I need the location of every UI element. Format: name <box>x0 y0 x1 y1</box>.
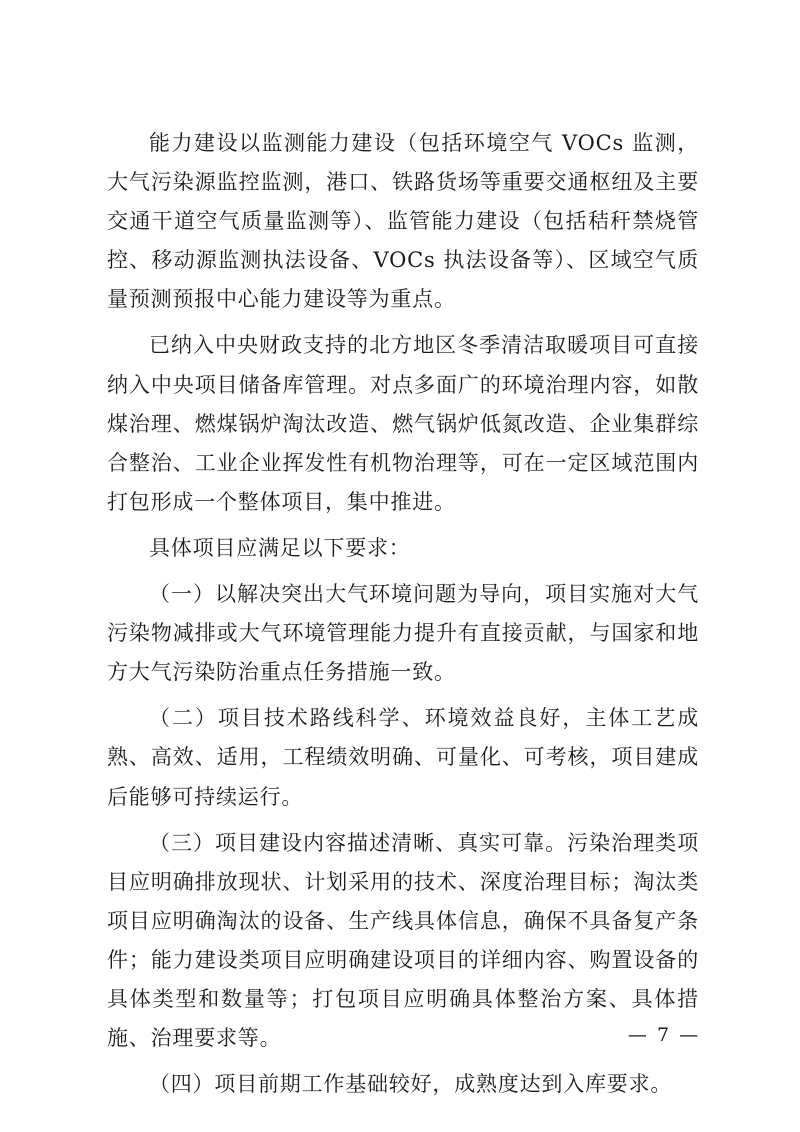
paragraph-requirement-3: （三）项目建设内容描述清晰、真实可靠。污染治理类项目应明确排放现状、计划采用的技术、深度治理目标；淘汰类项目应明确淘汰的设备、生产线具体信息，确保不具备复产条件；能力建设类项目应明确建设项目的详细内容、购置设备的具体类型和数量等；打包项目应明确具体整治方案、具体措施、治理要求等。 <box>107 830 699 1051</box>
paragraph-requirements-intro: 具体项目应满足以下要求： <box>149 535 411 560</box>
paragraph-requirement-4: （四）项目前期工作基础较好，成熟度达到入库要求。 <box>149 1072 673 1097</box>
paragraph-requirement-1: （一）以解决突出大气环境问题为导向，项目实施对大气污染物减排或大气环境管理能力提升有直接贡献，与国家和地方大气污染防治重点任务措施一致。 <box>107 582 699 685</box>
paragraph-clean-heating: 已纳入中央财政支持的北方地区冬季清洁取暖项目可直接纳入中央项目储备库管理。对点多面广的环境治理内容，如散煤治理、燃煤锅炉淘汰改造、燃气锅炉低氮改造、企业集群综合整治、工业企业挥发性有机物治理等，可在一定区域范围内打包形成一个整体项目，集中推进。 <box>107 333 699 514</box>
page-number: — 7 — <box>627 1024 701 1046</box>
paragraph-capacity-building: 能力建设以监测能力建设（包括环境空气 VOCs 监测，大气污染源监控监测，港口、铁路货场等重要交通枢纽及主要交通干道空气质量监测等）、监管能力建设（包括秸秆禁烧管控、移动源监测执法设备、VOCs 执法设备等）、区域空气质量预测预报中心能力建设等为重点。 <box>107 131 699 312</box>
document-body <box>107 124 699 1111</box>
paragraph-requirement-2: （二）项目技术路线科学、环境效益良好，主体工艺成熟、高效、适用，工程绩效明确、可量化、可考核，项目建成后能够可持续运行。 <box>107 706 699 809</box>
